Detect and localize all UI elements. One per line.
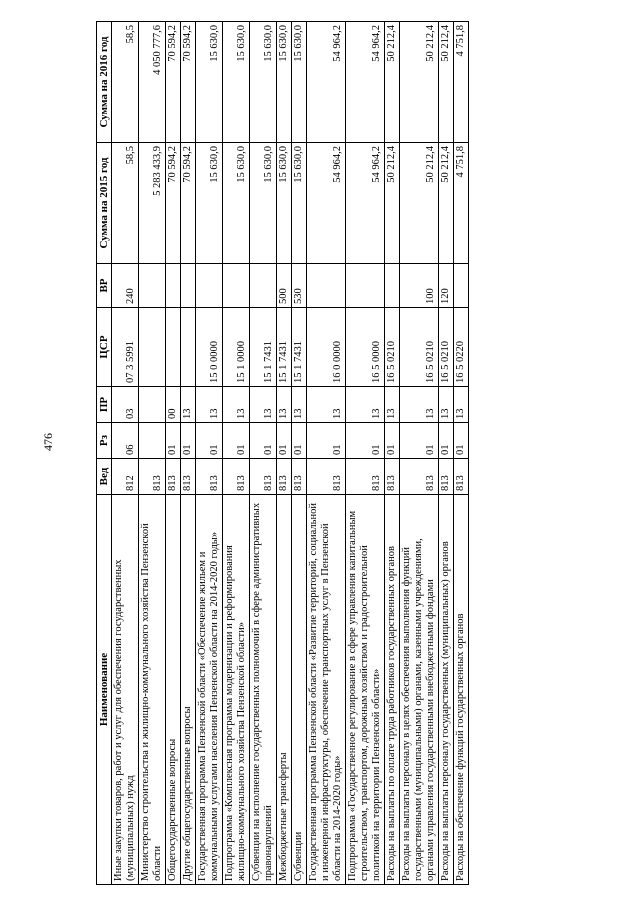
table-row <box>223 22 250 885</box>
cell-csr: 07 3 5991 <box>112 308 139 387</box>
cell-name: Межбюджетные трансферты <box>277 495 292 885</box>
rotated-table-container <box>96 22 586 885</box>
cell-vr: 240 <box>112 264 139 308</box>
cell-ved: 813 <box>400 459 439 495</box>
cell-vr <box>166 264 181 308</box>
cell-ved: 813 <box>166 459 181 495</box>
cell-name: Субвенции на исполнение государственных полномочий в сфере административных правонарушений <box>250 495 277 885</box>
cell-rz: 01 <box>400 423 439 459</box>
cell-sum2015: 58,5 <box>112 143 139 264</box>
cell-vr: 530 <box>292 264 307 308</box>
cell-pr: 13 <box>385 387 400 423</box>
cell-name: Расходы на обеспечение функций государственных органов <box>454 495 469 885</box>
cell-rz <box>139 423 166 459</box>
cell-csr: 16 5 0210 <box>400 308 439 387</box>
header-ved: Вед <box>97 459 112 495</box>
cell-rz: 01 <box>346 423 385 459</box>
table-row <box>454 22 469 885</box>
cell-sum2016: 15 630,0 <box>277 22 292 143</box>
cell-pr <box>139 387 166 423</box>
cell-pr: 13 <box>307 387 346 423</box>
cell-name: Расходы на выплаты по оплате труда работников государственных органов <box>385 495 400 885</box>
cell-pr: 13 <box>250 387 277 423</box>
cell-pr: 13 <box>277 387 292 423</box>
cell-name: Государственная программа Пензенской области «Развитие территорий, социальной и инженерной инфраструктуры, обеспечение транспортных услуг в Пензенской области на 2014-2020 годы» <box>307 495 346 885</box>
cell-sum2015: 5 283 433,9 <box>139 143 166 264</box>
table-row <box>346 22 385 885</box>
cell-ved: 813 <box>250 459 277 495</box>
cell-sum2015: 15 630,0 <box>196 143 223 264</box>
cell-rz: 06 <box>112 423 139 459</box>
cell-name: Общегосударственные вопросы <box>166 495 181 885</box>
cell-ved: 813 <box>292 459 307 495</box>
header-name: Наименование <box>97 495 112 885</box>
cell-pr: 13 <box>439 387 454 423</box>
cell-rz: 01 <box>292 423 307 459</box>
cell-ved: 813 <box>439 459 454 495</box>
page-number: 476 <box>41 433 55 451</box>
header-rz: Рз <box>97 423 112 459</box>
table-body <box>112 22 469 885</box>
table-row <box>250 22 277 885</box>
cell-ved: 813 <box>139 459 166 495</box>
cell-name: Расходы на выплаты персоналу в целях обеспечения выполнения функций государственными (муниципальными) органами, казенными учреждениями, органами управления государственными внебюджетными фондами <box>400 495 439 885</box>
cell-csr: 16 5 0220 <box>454 308 469 387</box>
cell-sum2016: 54 964,2 <box>346 22 385 143</box>
cell-ved: 813 <box>307 459 346 495</box>
cell-sum2016: 4 751,8 <box>454 22 469 143</box>
cell-vr <box>223 264 250 308</box>
header-vr: ВР <box>97 264 112 308</box>
cell-name: Расходы на выплаты персоналу государственных (муниципальных) органов <box>439 495 454 885</box>
cell-sum2015: 70 594,2 <box>181 143 196 264</box>
cell-vr <box>181 264 196 308</box>
cell-rz: 01 <box>439 423 454 459</box>
header-sum-2016: Сумма на 2016 год <box>97 22 112 143</box>
cell-rz: 01 <box>181 423 196 459</box>
cell-pr: 13 <box>223 387 250 423</box>
cell-rz: 01 <box>223 423 250 459</box>
table-row <box>112 22 139 885</box>
table-row <box>196 22 223 885</box>
cell-ved: 813 <box>223 459 250 495</box>
cell-vr <box>250 264 277 308</box>
cell-csr: 16 5 0000 <box>346 308 385 387</box>
cell-ved: 813 <box>277 459 292 495</box>
cell-vr: 100 <box>400 264 439 308</box>
cell-vr <box>454 264 469 308</box>
cell-vr <box>307 264 346 308</box>
cell-sum2015: 54 964,2 <box>307 143 346 264</box>
table-row <box>166 22 181 885</box>
cell-name: Министерство строительства и жилищно-коммунального хозяйства Пензенской области <box>139 495 166 885</box>
cell-ved: 813 <box>346 459 385 495</box>
cell-sum2016: 58,5 <box>112 22 139 143</box>
cell-name: Подпрограмма «Государственное регулирование в сфере управления капитальным строительством, транспортом, дорожным хозяйством и градостроительной политикой на территории Пензенской области» <box>346 495 385 885</box>
cell-sum2016: 15 630,0 <box>292 22 307 143</box>
cell-sum2016: 15 630,0 <box>223 22 250 143</box>
cell-name: Субвенции <box>292 495 307 885</box>
cell-rz: 01 <box>277 423 292 459</box>
cell-ved: 813 <box>385 459 400 495</box>
cell-name: Государственная программа Пензенской области «Обеспечение жильем и коммунальными услугами населения Пензенской области на 2014-2020 годы» <box>196 495 223 885</box>
cell-vr <box>346 264 385 308</box>
cell-sum2016: 70 594,2 <box>181 22 196 143</box>
table-row <box>292 22 307 885</box>
cell-sum2015: 15 630,0 <box>277 143 292 264</box>
table-row <box>400 22 439 885</box>
table-row <box>181 22 196 885</box>
cell-vr <box>196 264 223 308</box>
cell-ved: 813 <box>181 459 196 495</box>
cell-sum2016: 50 212,4 <box>400 22 439 143</box>
cell-rz: 01 <box>250 423 277 459</box>
cell-ved: 812 <box>112 459 139 495</box>
cell-pr: 13 <box>292 387 307 423</box>
cell-sum2015: 15 630,0 <box>292 143 307 264</box>
header-csr: ЦСР <box>97 308 112 387</box>
cell-pr: 00 <box>166 387 181 423</box>
cell-csr: 16 5 0210 <box>439 308 454 387</box>
cell-vr: 120 <box>439 264 454 308</box>
cell-csr <box>139 308 166 387</box>
cell-sum2015: 4 751,8 <box>454 143 469 264</box>
table-row <box>307 22 346 885</box>
table-row <box>439 22 454 885</box>
table-row <box>139 22 166 885</box>
cell-vr <box>385 264 400 308</box>
cell-rz: 01 <box>385 423 400 459</box>
table-row <box>385 22 400 885</box>
budget-table <box>96 21 469 885</box>
cell-pr: 13 <box>400 387 439 423</box>
cell-sum2016: 15 630,0 <box>250 22 277 143</box>
cell-csr: 15 1 7431 <box>250 308 277 387</box>
cell-csr <box>181 308 196 387</box>
cell-pr: 13 <box>181 387 196 423</box>
cell-sum2015: 50 212,4 <box>439 143 454 264</box>
cell-name: Иные закупки товаров, работ и услуг для обеспечения государственных (муниципальных) нужд <box>112 495 139 885</box>
cell-sum2015: 50 212,4 <box>385 143 400 264</box>
cell-rz: 01 <box>307 423 346 459</box>
cell-pr: 13 <box>346 387 385 423</box>
cell-sum2016: 4 050 777,6 <box>139 22 166 143</box>
cell-sum2016: 15 630,0 <box>196 22 223 143</box>
cell-sum2016: 70 594,2 <box>166 22 181 143</box>
header-pr: ПР <box>97 387 112 423</box>
cell-sum2015: 70 594,2 <box>166 143 181 264</box>
cell-sum2015: 15 630,0 <box>250 143 277 264</box>
cell-csr: 15 1 7431 <box>292 308 307 387</box>
cell-rz: 01 <box>196 423 223 459</box>
cell-csr: 15 1 7431 <box>277 308 292 387</box>
cell-sum2016: 50 212,4 <box>385 22 400 143</box>
cell-csr: 16 5 0210 <box>385 308 400 387</box>
cell-pr: 13 <box>454 387 469 423</box>
cell-csr: 16 0 0000 <box>307 308 346 387</box>
cell-ved: 813 <box>454 459 469 495</box>
cell-vr: 500 <box>277 264 292 308</box>
cell-pr: 03 <box>112 387 139 423</box>
cell-sum2016: 50 212,4 <box>439 22 454 143</box>
cell-sum2015: 54 964,2 <box>346 143 385 264</box>
cell-rz: 01 <box>166 423 181 459</box>
header-row <box>97 22 112 885</box>
table-row <box>277 22 292 885</box>
cell-sum2015: 50 212,4 <box>400 143 439 264</box>
cell-csr <box>166 308 181 387</box>
cell-pr: 13 <box>196 387 223 423</box>
cell-csr: 15 0 0000 <box>196 308 223 387</box>
cell-sum2015: 15 630,0 <box>223 143 250 264</box>
header-sum-2015: Сумма на 2015 год <box>97 143 112 264</box>
cell-rz: 01 <box>454 423 469 459</box>
cell-vr <box>139 264 166 308</box>
cell-csr: 15 1 0000 <box>223 308 250 387</box>
cell-ved: 813 <box>196 459 223 495</box>
cell-name: Другие общегосударственные вопросы <box>181 495 196 885</box>
cell-name: Подпрограмма «Комплексная программа модернизации и реформирования жилищно-коммунального хозяйства Пензенской области» <box>223 495 250 885</box>
cell-sum2016: 54 964,2 <box>307 22 346 143</box>
